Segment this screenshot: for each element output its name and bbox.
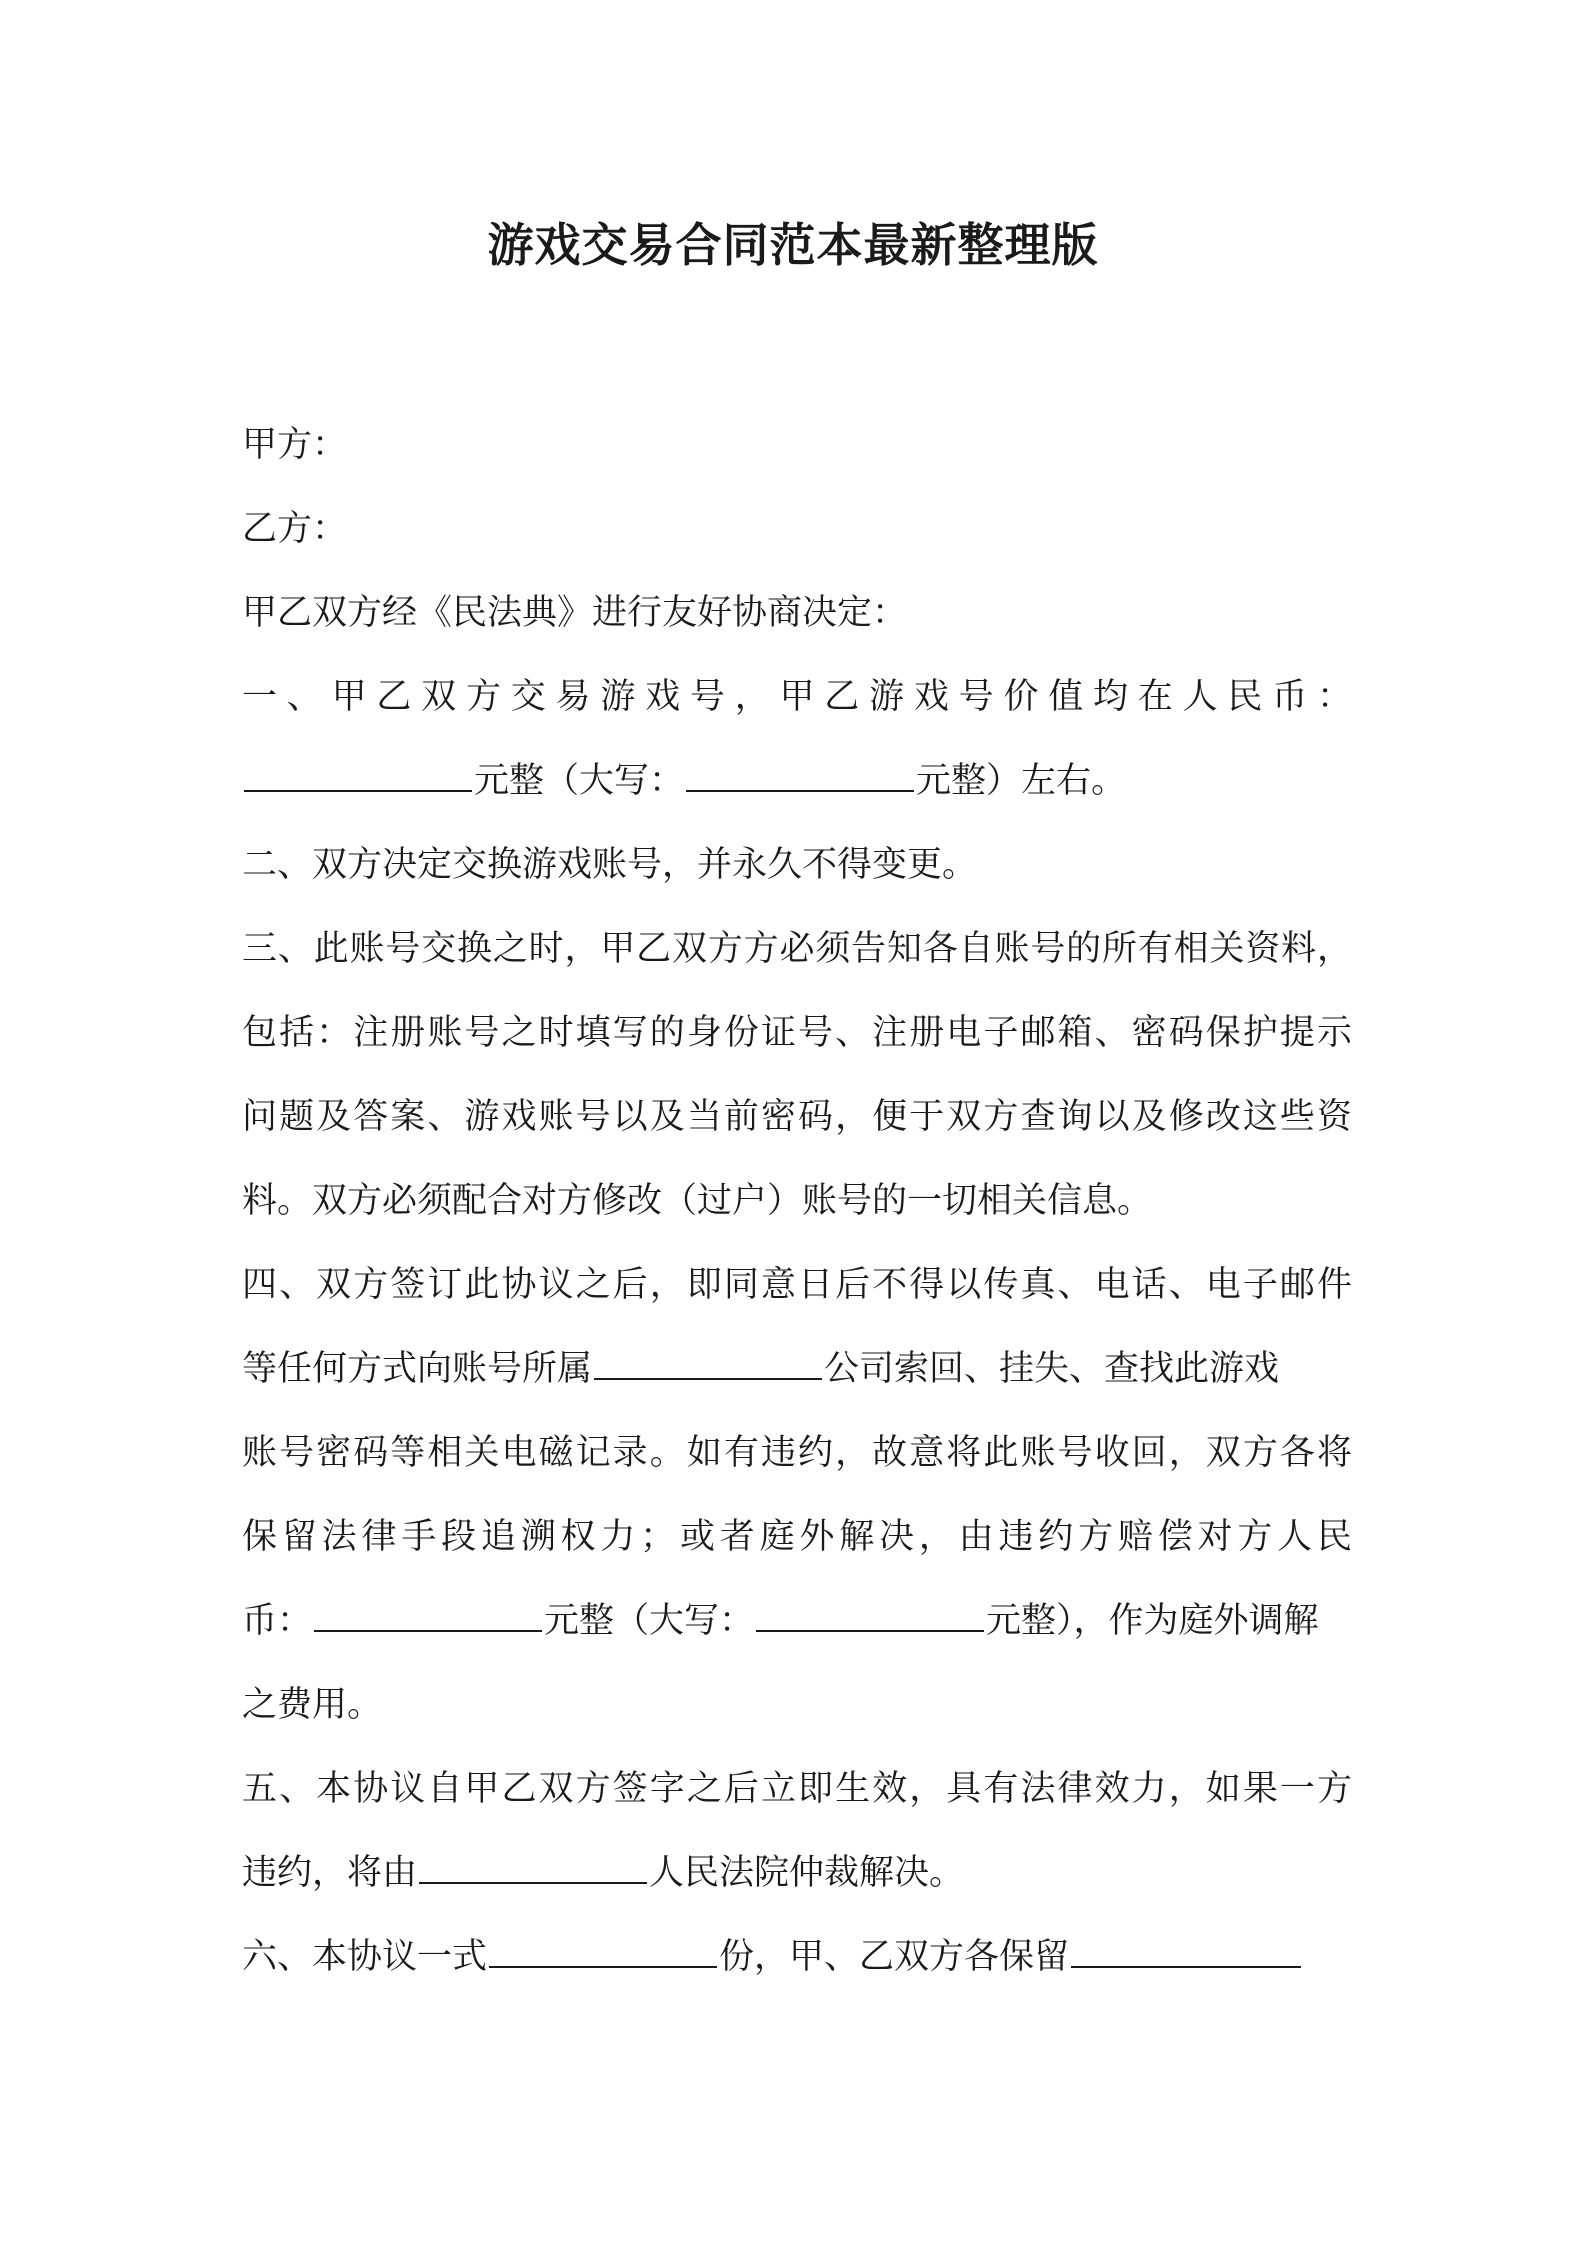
text-fragment: 元整（大写： xyxy=(544,1601,755,1641)
fill-blank xyxy=(1071,1936,1301,1968)
party-a-line: 甲方： xyxy=(242,425,348,465)
clause-4-line-4: 保留法律手段追溯权力；或者庭外解决，由违约方赔偿对方人民 xyxy=(242,1517,1352,1557)
text-fragment: 元整），作为庭外调解 xyxy=(986,1601,1319,1641)
fill-blank xyxy=(686,760,914,792)
text-fragment: 公司索回、挂失、查找此游戏 xyxy=(824,1349,1280,1389)
text-fragment: 违约，将由 xyxy=(242,1853,418,1893)
clause-4-line-1: 四、双方签订此协议之后，即同意日后不得以传真、电话、电子邮件 xyxy=(242,1265,1352,1305)
clause-3-line-3: 问题及答案、游戏账号以及当前密码，便于双方查询以及修改这些资 xyxy=(242,1097,1352,1137)
fill-blank xyxy=(489,1936,717,1968)
text-fragment: 元整）左右。 xyxy=(916,761,1127,801)
text-fragment: 元整（大写： xyxy=(474,761,685,801)
clause-2-line: 二、双方决定交换游戏账号，并永久不得变更。 xyxy=(242,845,978,885)
text-fragment: 等任何方式向账号所属 xyxy=(242,1349,593,1389)
clause-5-line-1: 五、本协议自甲乙双方签字之后立即生效，具有法律效力，如果一方 xyxy=(242,1769,1352,1809)
clause-3-line-4: 料。双方必须配合对方修改（过户）账号的一切相关信息。 xyxy=(242,1181,1153,1221)
text-fragment: 六、本协议一式 xyxy=(242,1937,488,1977)
clause-4-line-6: 之费用。 xyxy=(242,1685,383,1725)
clause-1-line-1: 一、甲乙双方交易游戏号，甲乙游戏号价值均在人民币： xyxy=(242,677,1352,717)
text-fragment: 币： xyxy=(242,1601,313,1641)
document-body xyxy=(242,403,1352,1999)
clause-1-line-2 xyxy=(242,739,1352,823)
fill-blank xyxy=(756,1600,984,1632)
fill-blank xyxy=(244,760,472,792)
document-title: 游戏交易合同范本最新整理版 xyxy=(487,218,1099,272)
clause-4-line-3: 账号密码等相关电磁记录。如有违约，故意将此账号收回，双方各将 xyxy=(242,1433,1352,1473)
clause-3-line-2: 包括：注册账号之时填写的身份证号、注册电子邮箱、密码保护提示 xyxy=(242,1013,1352,1053)
party-b-line: 乙方： xyxy=(242,509,348,549)
clause-4-line-5 xyxy=(242,1579,1352,1663)
intro-line: 甲乙双方经《民法典》进行友好协商决定： xyxy=(242,593,908,633)
text-fragment: 人民法院仲裁解决。 xyxy=(649,1853,965,1893)
text-fragment: 份，甲、乙双方各保留 xyxy=(719,1937,1070,1977)
clause-4-line-2 xyxy=(242,1327,1352,1411)
clause-6-line-1 xyxy=(242,1915,1352,1999)
fill-blank xyxy=(314,1600,542,1632)
fill-blank xyxy=(594,1348,822,1380)
clause-3-line-1: 三、此账号交换之时，甲乙双方方必须告知各自账号的所有相关资料， xyxy=(242,929,1352,969)
fill-blank xyxy=(419,1852,647,1884)
clause-5-line-2 xyxy=(242,1831,1352,1915)
